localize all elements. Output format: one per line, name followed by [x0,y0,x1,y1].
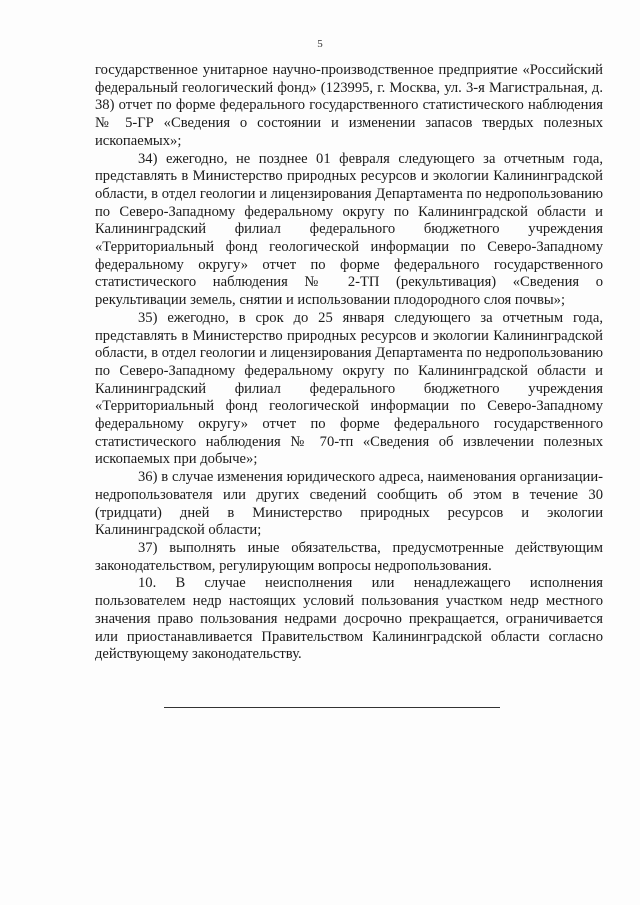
paragraph-section-10: 10. В случае неисполнения или ненадлежащего исполнения пользователем недр настоящих условий пользования участком недр местного значения право пользования недрами досрочно прекращается, ограничивается или приостанавливается Правительством Калининградской области согласно действующему законодательству. [95,575,603,663]
paragraph-item-37: 37) выполнять иные обязательства, предусмотренные действующим законодательством, регулирующим вопросы недропользования. [95,539,603,574]
paragraph-item-34: 34) ежегодно, не позднее 01 февраля следующего за отчетным года, представлять в Министерство природных ресурсов и экологии Калининградской области, в отдел геологии и лицензирования Департамента по недропользованию по Северо-Западному федеральному округу по Калининградской области и Калининградский филиал федерального бюджетного учреждения «Территориальный фонд геологической информации по Северо-Западному федеральному округу» отчет по форме федерального государственного статистического наблюдения № 2-ТП (рекультивация) «Сведения о рекультивации земель, снятии и использовании плодородного слоя почвы»; [95,150,603,309]
paragraph-item-35: 35) ежегодно, в срок до 25 января следующего за отчетным года, представлять в Министерство природных ресурсов и экологии Калининградской области, в отдел геологии и лицензирования Департамента по недропользованию по Северо-Западному федеральному округу по Калининградской области и Калининградский филиал федерального бюджетного учреждения «Территориальный фонд геологической информации по Северо-Западному федеральному округу» отчет по форме федерального государственного статистического наблюдения № 70-тп «Сведения об извлечении полезных ископаемых при добыче»; [95,309,603,468]
paragraph-continuation: государственное унитарное научно-производственное предприятие «Российский федеральный геологический фонд» (123995, г. Москва, ул. 3-я Магистральная, д. 38) отчет по форме федерального государственного статистического наблюдения № 5-ГР «Сведения о состоянии и изменении запасов твердых полезных ископаемых»; [95,62,603,149]
paragraph-item-36: 36) в случае изменения юридического адреса, наименования организации-недропользователя или других сведений сообщить об этом в течение 30 (тридцати) дней в Министерство природных ресурсов и экологии Калининградской области; [95,469,603,539]
page-number: 5 [317,38,323,50]
document-body [95,62,603,664]
closing-divider-line [164,707,500,708]
